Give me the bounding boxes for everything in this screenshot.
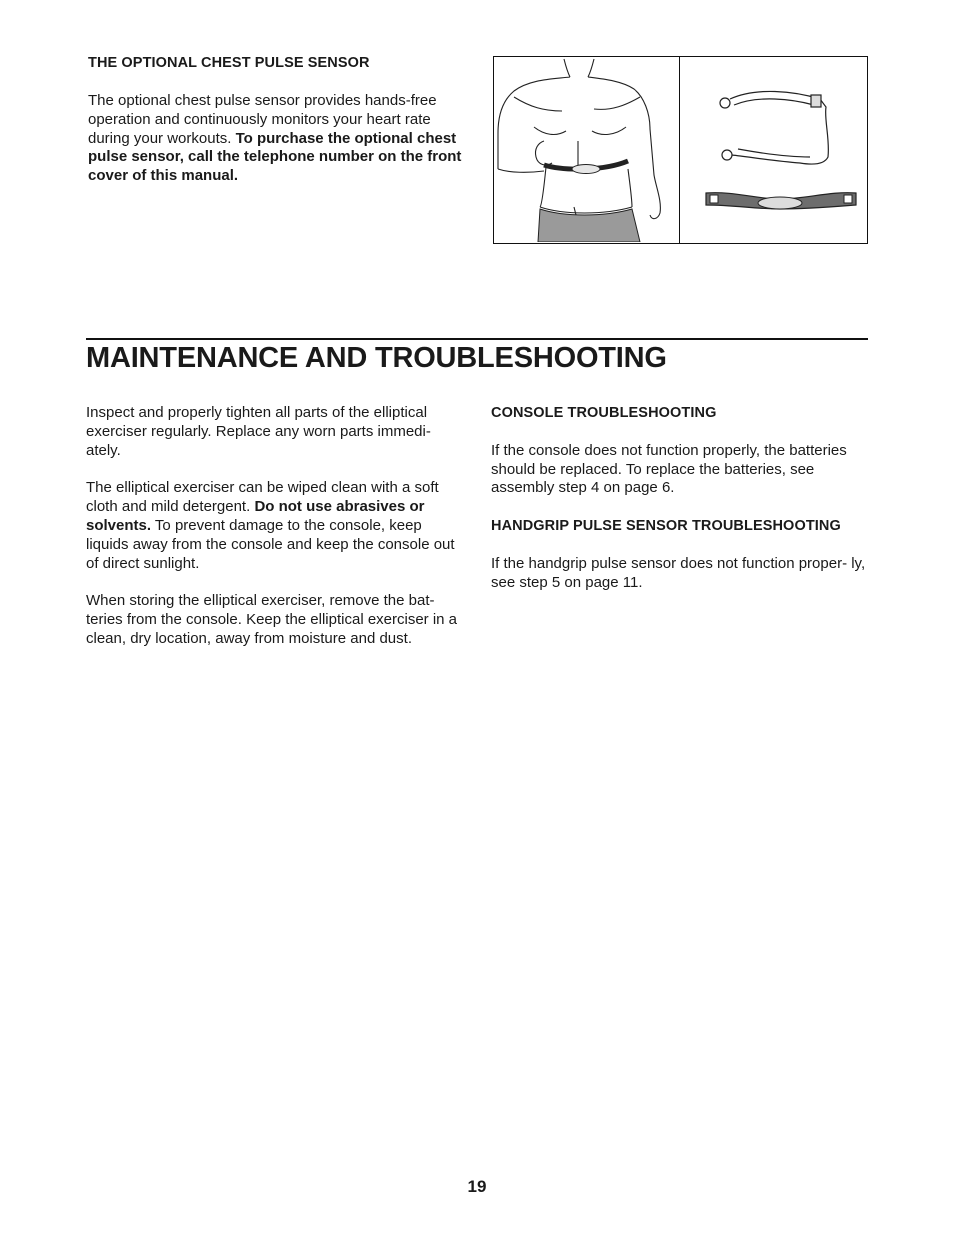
page-number: 19 <box>467 1177 487 1196</box>
torso-figure <box>498 59 660 219</box>
console-troubleshooting-text: If the console does not function properly, the batteries should be replaced. To replace the batteries, see assembly step 4 on page 6. <box>491 441 847 497</box>
maintenance-column <box>86 404 466 668</box>
chest-sensor-illustration <box>493 56 868 244</box>
sensor-heading: THE OPTIONAL CHEST PULSE SENSOR <box>88 55 370 71</box>
cleaning-paragraph <box>86 479 466 573</box>
handgrip-troubleshooting-text: If the handgrip pulse sensor does not function proper- ly, see step 5 on page 11. <box>491 554 866 591</box>
sensor-paragraph-text: The optional chest pulse sensor provides hands-free operation and continuously monitors your heart rate during your workouts. <box>88 92 437 147</box>
section-title: MAINTENANCE AND TROUBLESHOOTING <box>86 342 667 374</box>
cleaning-text-continued: To prevent damage to the console, keep liquids away from the console and keep the console out of direct sunlight. <box>86 516 455 572</box>
sensor-purchase-note: To purchase the optional chest pulse sensor, call the telephone number on the front cover of this manual. <box>88 129 462 185</box>
troubleshooting-column <box>491 404 871 612</box>
handgrip-troubleshooting-heading: HANDGRIP PULSE SENSOR TROUBLESHOOTING <box>491 518 841 535</box>
chest-strap-worn <box>544 161 628 174</box>
storage-paragraph: When storing the elliptical exerciser, remove the bat- teries from the console. Keep the elliptical exerciser in a clean, dry location, away from moisture and dust. <box>86 592 458 647</box>
sensor-paragraph <box>88 92 473 186</box>
cleaning-warning: Do not use abrasives or solvents. <box>86 498 425 534</box>
maintenance-paragraph: Inspect and properly tighten all parts of the elliptical exerciser regularly. Replace any worn parts immedi- ately. <box>86 404 431 459</box>
illustration-divider <box>679 57 680 243</box>
console-troubleshooting-heading: CONSOLE TROUBLESHOOTING <box>491 405 717 421</box>
cleaning-text: The elliptical exerciser can be wiped clean with a soft cloth and mild detergent. <box>86 479 439 516</box>
transmitter-strap <box>706 193 856 209</box>
shorts-shape <box>538 209 640 242</box>
elastic-strap <box>720 91 828 164</box>
